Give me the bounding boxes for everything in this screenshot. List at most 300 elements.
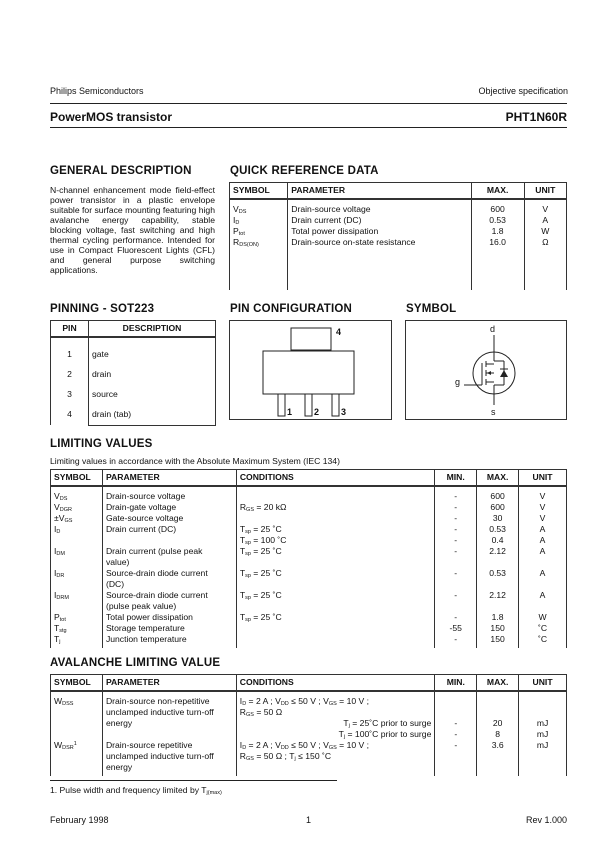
cell-line bbox=[480, 590, 515, 601]
cell-line bbox=[54, 729, 99, 740]
text: energy bbox=[105, 761, 133, 772]
text: I bbox=[233, 214, 236, 225]
limiting-values-heading: LIMITING VALUES bbox=[50, 438, 153, 450]
divider bbox=[50, 103, 567, 104]
cell-sym bbox=[51, 612, 103, 623]
text: 150 bbox=[490, 633, 505, 644]
pin-label-3: 3 bbox=[341, 407, 347, 417]
cell-line bbox=[240, 590, 431, 601]
table-row bbox=[51, 612, 567, 623]
text: 30 bbox=[492, 512, 503, 523]
cell-unit bbox=[519, 486, 567, 502]
text: (pulse peak value) bbox=[105, 600, 177, 611]
cell-unit bbox=[519, 634, 567, 648]
text: R bbox=[233, 236, 240, 247]
text: Junction temperature bbox=[105, 633, 187, 644]
cell-line bbox=[522, 718, 563, 729]
text: Drain current (DC) bbox=[105, 523, 177, 534]
subscript: DS(ON) bbox=[239, 241, 259, 248]
drain-label: d bbox=[490, 324, 496, 334]
subscript: j bbox=[343, 733, 346, 740]
n-channel-mosfet-icon bbox=[406, 321, 566, 419]
cell-line bbox=[54, 696, 99, 707]
cell-min bbox=[435, 740, 477, 776]
cell-line bbox=[438, 634, 473, 645]
cell-line bbox=[291, 204, 467, 215]
cell-line bbox=[480, 524, 515, 535]
cell-param bbox=[102, 568, 236, 590]
cell-param bbox=[102, 691, 236, 740]
pin-description: gate bbox=[92, 348, 109, 359]
cell-line bbox=[480, 623, 515, 634]
text: Drain-source voltage bbox=[105, 490, 186, 501]
cell-max bbox=[477, 691, 519, 740]
cell-sym bbox=[51, 546, 103, 568]
text: V bbox=[233, 203, 239, 214]
cell-min bbox=[435, 513, 477, 524]
text: mJ bbox=[536, 739, 549, 750]
column-header: PARAMETER bbox=[102, 470, 236, 486]
pin-description: drain (tab) bbox=[92, 408, 132, 419]
cell-line bbox=[522, 491, 563, 502]
text: ≤ 50 V ; V bbox=[288, 695, 329, 706]
cell-line bbox=[54, 568, 99, 579]
text: Source-drain diode current bbox=[105, 567, 208, 578]
cell-min bbox=[435, 634, 477, 648]
cell-max bbox=[477, 634, 519, 648]
cell-param bbox=[102, 486, 236, 502]
cell-line bbox=[475, 226, 521, 237]
cell-max bbox=[477, 612, 519, 623]
cell-line bbox=[475, 237, 521, 248]
text: Source-drain diode current bbox=[105, 589, 208, 600]
cell-sym bbox=[51, 740, 103, 776]
cell-sym bbox=[51, 524, 103, 546]
cell-line bbox=[291, 215, 467, 226]
cell-line bbox=[106, 718, 233, 729]
cell-line bbox=[106, 762, 233, 773]
part-number: PHT1N60R bbox=[505, 110, 567, 124]
subscript: sp bbox=[245, 616, 251, 623]
cell-line bbox=[522, 729, 563, 740]
subscript: sp bbox=[245, 528, 251, 535]
text: = 2 A ; V bbox=[246, 739, 281, 750]
cell-line bbox=[106, 612, 233, 623]
cell-line bbox=[522, 535, 563, 546]
text: 3.6 bbox=[491, 739, 504, 750]
header-row bbox=[51, 470, 567, 486]
general-description-heading: GENERAL DESCRIPTION bbox=[50, 165, 192, 177]
text: V bbox=[539, 490, 546, 501]
text: = 25˚C prior to surge bbox=[349, 717, 432, 728]
cell-line bbox=[106, 707, 233, 718]
cell-unit bbox=[519, 691, 567, 740]
cell-unit bbox=[519, 623, 567, 634]
cell-line bbox=[106, 579, 233, 590]
cell-line bbox=[54, 612, 99, 623]
text: unclamped inductive turn-off bbox=[105, 706, 214, 717]
text: T bbox=[239, 523, 246, 534]
cell-line bbox=[528, 237, 563, 248]
subscript: GS bbox=[246, 711, 254, 718]
cell-line bbox=[106, 502, 233, 513]
table-row bbox=[51, 691, 567, 740]
cell-param bbox=[288, 199, 471, 290]
col-description: DESCRIPTION bbox=[89, 321, 216, 337]
text: Drain-source repetitive bbox=[105, 739, 193, 750]
text: A bbox=[539, 523, 546, 534]
text: - bbox=[454, 633, 458, 644]
cell-line bbox=[475, 204, 521, 215]
text: W bbox=[54, 695, 63, 706]
subscript: GS bbox=[246, 755, 254, 762]
text: 1.8 bbox=[491, 611, 504, 622]
text: I bbox=[54, 545, 57, 556]
cell-max bbox=[471, 199, 524, 290]
table-row bbox=[51, 634, 567, 648]
subscript: DR bbox=[56, 572, 65, 579]
pin-number: 3 bbox=[67, 388, 72, 399]
cell-line bbox=[480, 612, 515, 623]
symbol-heading: SYMBOL bbox=[406, 303, 457, 315]
text: = 25 ˚C bbox=[250, 589, 282, 600]
footnote-subscript: j(max) bbox=[206, 790, 222, 796]
text: V bbox=[539, 512, 546, 523]
cell-min bbox=[435, 524, 477, 546]
cell-cond bbox=[236, 486, 434, 502]
text: - bbox=[454, 739, 458, 750]
cell-line bbox=[438, 729, 473, 740]
text: V bbox=[54, 501, 60, 512]
text: - bbox=[454, 501, 458, 512]
text: Total power dissipation bbox=[105, 611, 193, 622]
text: I bbox=[54, 589, 57, 600]
column-header: MIN. bbox=[435, 675, 477, 691]
text: T bbox=[343, 717, 349, 728]
text: A bbox=[539, 545, 546, 556]
text: Drain-source voltage bbox=[291, 203, 371, 214]
subscript: j bbox=[348, 722, 350, 729]
cell-line bbox=[240, 502, 431, 513]
cell-cond bbox=[236, 568, 434, 590]
cell-line bbox=[528, 226, 563, 237]
cell-line bbox=[240, 751, 432, 762]
table-row bbox=[51, 486, 567, 502]
subscript: j bbox=[294, 755, 296, 762]
cell-line bbox=[438, 696, 473, 707]
text: Total power dissipation bbox=[291, 225, 379, 236]
cell-max bbox=[477, 740, 519, 776]
column-header: MAX. bbox=[471, 183, 524, 199]
cell-cond bbox=[236, 502, 434, 513]
cell-sym bbox=[51, 623, 103, 634]
cell-max bbox=[477, 623, 519, 634]
cell-min bbox=[435, 486, 477, 502]
text: ˚C bbox=[537, 622, 548, 633]
cell-cond bbox=[236, 612, 434, 623]
cell-unit bbox=[519, 513, 567, 524]
text: 2.12 bbox=[489, 545, 506, 556]
pin-label-4: 4 bbox=[336, 327, 342, 337]
text: A bbox=[539, 534, 546, 545]
text: 150 bbox=[490, 622, 505, 633]
cell-line bbox=[480, 535, 515, 546]
cell-line bbox=[438, 546, 473, 557]
cell-cond bbox=[236, 691, 435, 740]
text: 600 bbox=[490, 501, 505, 512]
text: T bbox=[239, 534, 246, 545]
cell-param bbox=[102, 623, 236, 634]
cell-cond bbox=[236, 513, 434, 524]
cell-param bbox=[102, 634, 236, 648]
subscript: D bbox=[242, 744, 247, 751]
cell-max bbox=[477, 486, 519, 502]
table-row bbox=[51, 513, 567, 524]
cell-line bbox=[240, 707, 432, 718]
cell-cond bbox=[236, 590, 434, 612]
cell-line bbox=[438, 524, 473, 535]
subscript: DGR bbox=[59, 506, 72, 513]
subscript: DS bbox=[238, 208, 247, 215]
cell-min bbox=[435, 623, 477, 634]
cell-line bbox=[480, 729, 515, 740]
limiting-values-table bbox=[50, 469, 567, 648]
text: ˚C bbox=[537, 633, 548, 644]
cell-max bbox=[477, 546, 519, 568]
text: ±V bbox=[54, 512, 65, 523]
subscript: GS bbox=[64, 517, 73, 524]
text: - bbox=[454, 611, 458, 622]
pin-configuration-heading: PIN CONFIGURATION bbox=[230, 303, 353, 315]
text: T bbox=[239, 589, 246, 600]
table-row bbox=[51, 740, 567, 776]
column-header: CONDITIONS bbox=[236, 470, 434, 486]
cell-unit bbox=[524, 199, 566, 290]
cell-line bbox=[528, 215, 563, 226]
cell-line bbox=[480, 491, 515, 502]
text: mJ bbox=[536, 717, 549, 728]
cell-line bbox=[480, 718, 515, 729]
column-header: PARAMETER bbox=[288, 183, 471, 199]
cell-line bbox=[475, 215, 521, 226]
divider bbox=[50, 127, 567, 128]
pin-number: 4 bbox=[67, 408, 72, 419]
text: = 25 ˚C bbox=[250, 611, 282, 622]
cell-line bbox=[54, 740, 99, 751]
text: 600 bbox=[490, 203, 505, 214]
pin-description: source bbox=[92, 388, 118, 399]
text: ≤ 50 V ; V bbox=[288, 739, 329, 750]
cell-line bbox=[522, 623, 563, 634]
cell-line bbox=[480, 502, 515, 513]
text: T bbox=[239, 611, 246, 622]
cell-line bbox=[438, 740, 473, 751]
cell-line bbox=[106, 740, 233, 751]
cell-line bbox=[438, 590, 473, 601]
subscript: DRM bbox=[56, 594, 69, 601]
cell-line bbox=[106, 696, 233, 707]
cell-min bbox=[435, 590, 477, 612]
cell-unit bbox=[519, 502, 567, 513]
page-number: 1 bbox=[306, 815, 312, 825]
cell-line bbox=[522, 707, 563, 718]
cell-line bbox=[522, 590, 563, 601]
cell-line bbox=[438, 718, 473, 729]
cell-line bbox=[106, 524, 233, 535]
quick-reference-table bbox=[229, 182, 567, 290]
cell-line bbox=[54, 546, 99, 557]
cell-line bbox=[240, 513, 431, 524]
cell-cond bbox=[236, 524, 434, 546]
column-header: MIN. bbox=[435, 470, 477, 486]
cell-line bbox=[240, 718, 432, 729]
cell-unit bbox=[519, 740, 567, 776]
text: Drain-source non-repetitive bbox=[105, 695, 210, 706]
text: T bbox=[239, 545, 246, 556]
subscript: DSR bbox=[62, 744, 74, 751]
cell-line bbox=[522, 546, 563, 557]
column-header: SYMBOL bbox=[51, 470, 103, 486]
column-header: UNIT bbox=[519, 675, 567, 691]
cell-line bbox=[106, 751, 233, 762]
subscript: GS bbox=[328, 744, 337, 751]
text: Drain current (pulse peak bbox=[105, 545, 203, 556]
text: 16.0 bbox=[489, 236, 506, 247]
avalanche-heading: AVALANCHE LIMITING VALUE bbox=[50, 657, 221, 669]
cell-line bbox=[54, 502, 99, 513]
cell-line bbox=[240, 740, 432, 751]
cell-unit bbox=[519, 612, 567, 623]
text: - bbox=[454, 490, 458, 501]
text: = 2 A ; V bbox=[246, 695, 281, 706]
cell-param bbox=[102, 612, 236, 623]
cell-line bbox=[106, 513, 233, 524]
text: - bbox=[454, 523, 458, 534]
general-description-text: N-channel enhancement mode field-effect power transistor in a plastic envelope suitable for surface mounting featuring high avalanche energy capability, stable blocking voltage, fast switching and high thermal cycling performance. Intended for use in Compact Fluorescent Lights (CFL) and general purpose switching applications. bbox=[50, 185, 215, 275]
pin-label-2: 2 bbox=[314, 407, 320, 417]
text: 0.53 bbox=[489, 523, 506, 534]
cell-line bbox=[522, 513, 563, 524]
cell-line bbox=[106, 568, 233, 579]
cell-line bbox=[522, 634, 563, 645]
subscript: GS bbox=[328, 700, 337, 707]
text: -55 bbox=[449, 622, 462, 633]
subscript: tot bbox=[59, 616, 66, 623]
quick-reference-heading: QUICK REFERENCE DATA bbox=[230, 165, 379, 177]
text: energy bbox=[105, 717, 133, 728]
pin-row bbox=[51, 337, 216, 426]
text: = 50 Ω bbox=[253, 706, 283, 717]
subscript: D bbox=[56, 528, 61, 535]
cell-min bbox=[435, 546, 477, 568]
text: - bbox=[454, 534, 458, 545]
text: I bbox=[239, 695, 243, 706]
text: W bbox=[538, 611, 547, 622]
pin-configuration-diagram bbox=[229, 320, 392, 420]
pin-description: drain bbox=[92, 368, 112, 379]
text: Ω bbox=[542, 236, 549, 247]
cell-unit bbox=[519, 568, 567, 590]
cell-sym bbox=[230, 199, 288, 290]
cell-line bbox=[522, 696, 563, 707]
cell-line bbox=[480, 568, 515, 579]
cell-line bbox=[480, 740, 515, 751]
subscript: tot bbox=[238, 230, 245, 237]
cell-min bbox=[435, 568, 477, 590]
source-label: s bbox=[491, 407, 496, 417]
table-row bbox=[51, 568, 567, 590]
text: A bbox=[539, 567, 546, 578]
cell-line bbox=[480, 513, 515, 524]
cell-line bbox=[240, 535, 431, 546]
text: = 25 ˚C bbox=[250, 523, 282, 534]
text: R bbox=[239, 501, 247, 512]
text: V bbox=[54, 490, 60, 501]
subscript: sp bbox=[245, 572, 251, 579]
cell-line bbox=[233, 237, 284, 248]
text: 0.4 bbox=[491, 534, 504, 545]
cell-line bbox=[106, 634, 233, 645]
text: P bbox=[233, 225, 239, 236]
text: - bbox=[454, 728, 458, 739]
cell-max bbox=[477, 502, 519, 513]
text: - bbox=[454, 512, 458, 523]
text: - bbox=[454, 589, 458, 600]
text: = 100˚C prior to surge bbox=[345, 728, 432, 739]
superscript: 1 bbox=[73, 740, 77, 747]
header-row bbox=[51, 675, 567, 691]
cell-line bbox=[106, 601, 233, 612]
cell-line bbox=[233, 204, 284, 215]
text: = 10 V ; bbox=[336, 739, 370, 750]
text: T bbox=[54, 633, 60, 644]
text: = 50 Ω ; T bbox=[253, 750, 295, 761]
cell-param bbox=[102, 546, 236, 568]
footer-date: February 1998 bbox=[50, 815, 109, 825]
cell-cond bbox=[236, 623, 434, 634]
cell-line bbox=[240, 729, 432, 740]
text: A bbox=[539, 589, 546, 600]
pin-label-1: 1 bbox=[287, 407, 293, 417]
cell-line bbox=[54, 513, 99, 524]
cell-max bbox=[477, 513, 519, 524]
subscript: DS bbox=[59, 495, 68, 502]
pinning-table bbox=[50, 320, 216, 426]
text: Gate-source voltage bbox=[105, 512, 184, 523]
cell-param bbox=[102, 524, 236, 546]
cell-line bbox=[106, 491, 233, 502]
cell-line bbox=[438, 513, 473, 524]
cell-min bbox=[435, 691, 477, 740]
column-header: UNIT bbox=[519, 470, 567, 486]
subscript: GS bbox=[246, 506, 254, 513]
cell-line bbox=[522, 740, 563, 751]
cell-cond bbox=[236, 546, 434, 568]
table-row bbox=[51, 524, 567, 546]
table-row bbox=[51, 590, 567, 612]
cell-sym bbox=[51, 486, 103, 502]
text: 0.53 bbox=[489, 567, 506, 578]
text: R bbox=[239, 706, 247, 717]
cell-unit bbox=[519, 546, 567, 568]
revision: Rev 1.000 bbox=[525, 815, 567, 825]
text: V bbox=[542, 203, 549, 214]
text: Storage temperature bbox=[105, 622, 185, 633]
cell-line bbox=[438, 502, 473, 513]
text: T bbox=[338, 728, 344, 739]
sot223-package-drawing bbox=[230, 321, 391, 419]
text: Drain current (DC) bbox=[291, 214, 362, 225]
